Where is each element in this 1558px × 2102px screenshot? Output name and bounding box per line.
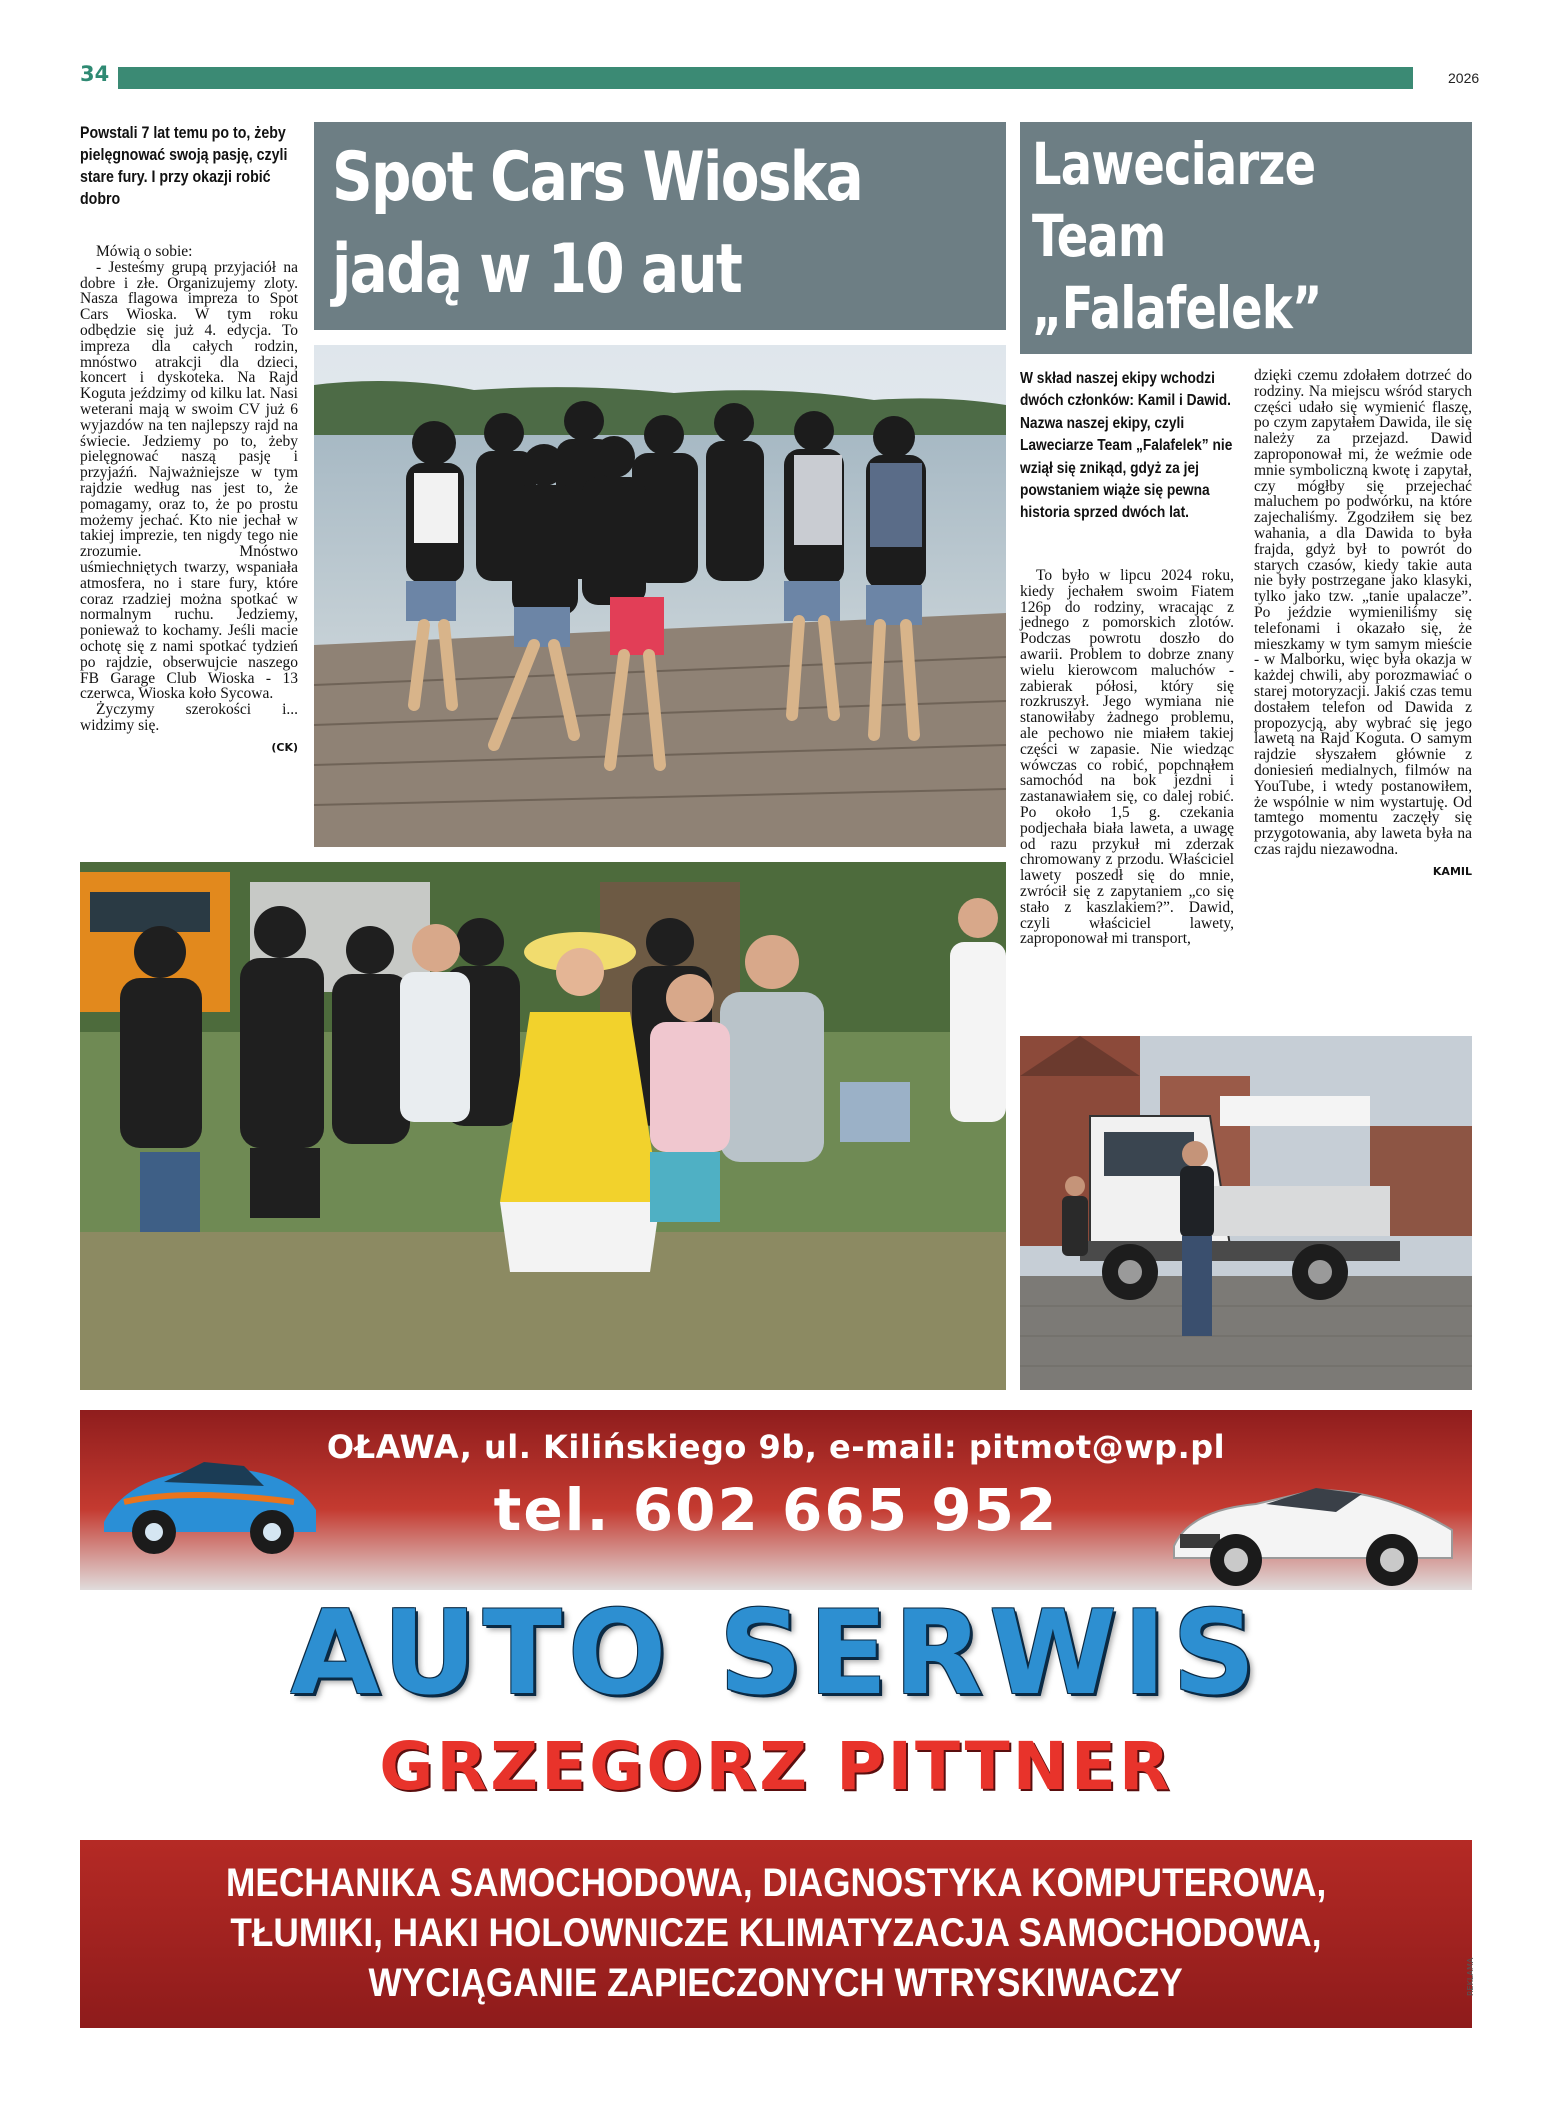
- ad-services-band: [80, 1840, 1472, 2028]
- issue-year: 2026: [1448, 70, 1480, 86]
- header-bar: [118, 67, 1413, 89]
- headline-line: Laweciarze: [1032, 130, 1316, 198]
- headline-line: Spot Cars Wioska: [332, 138, 863, 217]
- ad-phone: tel. 602 665 952: [493, 1476, 1059, 1544]
- paragraph: Mówią o sobie:: [96, 243, 193, 260]
- paragraph: Życzymy szerokości i... widzimy się.: [80, 701, 298, 734]
- photo-group-on-pier: [314, 345, 1006, 847]
- article-body-right-col2: [1254, 368, 1472, 880]
- auto-service-advertisement: [80, 1410, 1472, 2028]
- photo-group-festival: [80, 862, 1006, 1390]
- ad-title: AUTO SERWIS: [290, 1586, 1262, 1721]
- article-lead: Powstali 7 lat temu po to, żeby pielęgnować swoją pasję, czyli stare fury. I przy okazji robić dobro: [80, 124, 288, 208]
- paragraph: To było w lipcu 2024 roku, kiedy jechałem swoim Fiatem 126p do rodziny, wracając z jednego z pomorskich zlotów. Podczas powrotu doszło do awarii. Problem to dobrze znany wielu kierowcom maluchów - zabierak półosi, który się rozkruszył. Jego wymiana nie stanowiłaby żadnego problemu, ale pechowo nie miałem takiej części w zapasie. Nie wiedząc wówczas co robić, popchnąłem samochód na bok jezdni i zastanawiałem się, co dalej robić. Po około 1,5 g. czekania podjechała biała laweta, a uwagę od razu przykuł mi zderzak chromowany z przodu. Właściciel lawety poszedł się do mnie, zwrócił się z zapytaniem „co się stało z kaszlakiem?”. Dawid, czyli właściciel lawety, zaproponował mi transport,: [1020, 567, 1234, 948]
- ad-label: REKLAMA: [1466, 1957, 1475, 1996]
- headline-box: [314, 122, 1006, 330]
- ad-address: OŁAWA, ul. Kilińskiego 9b, e-mail: pitmot@wp.pl: [326, 1428, 1226, 1466]
- photo-tow-truck: [1020, 1036, 1472, 1390]
- ad-services-list: [80, 1858, 1472, 2008]
- headline-line: „Falafelek”: [1032, 274, 1322, 342]
- article-lead-right: [1020, 368, 1234, 525]
- author-signature: KAMIL: [1432, 864, 1472, 878]
- ad-service-line: MECHANIKA SAMOCHODOWA, DIAGNOSTYKA KOMPUTEROWA,: [225, 1861, 1327, 1905]
- paragraph: dzięki czemu zdołałem dotrzeć do rodziny. Na miejscu wśród starych części udało się wymienić flaszę, po czym zapytałem Dawida, ile się należy za przejazd. Dawid zaproponował mi, że weźmie ode mnie symboliczną kwotę i zapytał, czy mógłby się przejechać maluchem po podwórku, na które zajechaliśmy. Zgodziłem się bez wahania, a dla Dawida to była frajda, gdyż był to powrót do starych czasów, kiedy takie auta nie były postrzegane jako klasyki, tylko jako tzw. „tanie upalacze”. Po jeździe wymieniliśmy się telefonami i okazało się, że mieszkamy w tym samym mieście - w Malborku, więc była okazja w każdej chwili, aby porozmawiać o starej motoryzacji. Jakiś czas temu dostałem telefon od Dawida z propozycją, aby wybrać się jego lawetą na Rajd Koguta. O samym rajdzie słyszałem głównie z doniesień medialnych, filmów na YouTube, i wtedy postanowiłem, że wspólnie w nim wystartuję. Od tamtego momentu zaczęły się przygotowania, aby laweta była na czas rajdu niezawodna.: [1254, 367, 1472, 858]
- paragraph: - Jesteśmy grupą przyjaciół na dobre i złe. Organizujemy zloty. Nasza flagowa impreza to Spot Cars Wioska. W tym roku odbędzie się już 4. edycja. To impreza dla całych rodzin, mnóstwo atrakcji dla dzieci, koncert i dyskoteka. Na Rajd Koguta jeździmy od kilku lat. Nasi weterani mają w swoim CV już 6 wyjazdów na ten najlepszy rajd na świecie. Jedziemy po to, żeby pielęgnować naszą pasję i przyjaźń. Najważniejsze w tym rajdzie według nas jest to, że pomagamy, oraz to, że po prostu możemy jechać. Kto nie jechał w takiej imprezie, ten nigdy tego nie zrozumie. Mnóstwo uśmiechniętych twarzy, wspaniała atmosfera, no i stare fury, które coraz rzadziej można spotkać w normalnym ruchu. Jedziemy, ponieważ to kochamy. Jeśli macie ochotę się z nami spotkać tydzień po rajdzie, obserwujcie naszego FB Garage Club Wioska - 13 czerwca, Wioska koło Sycowa.: [80, 258, 298, 703]
- article-body-left: [80, 244, 298, 756]
- headline-box-right: [1020, 122, 1472, 354]
- ad-owner-name: GRZEGORZ PITTNER: [379, 1728, 1173, 1805]
- headline-line: jadą w 10 aut: [332, 230, 742, 309]
- headline-line: Team: [1032, 202, 1166, 270]
- ad-service-line: WYCIĄGANIE ZAPIECZONYCH WTRYSKIWACZY: [368, 1961, 1184, 2005]
- page-number: 34: [80, 62, 110, 86]
- author-signature: (CK): [271, 740, 298, 754]
- article-body-right-col1: [1020, 568, 1234, 947]
- lead-text: W skład naszej ekipy wchodzi dwóch członków: Kamil i Dawid. Nazwa naszej ekipy, czyli Laweciarze Team „Falafelek” nie wziął się znikąd, gdyż za jej powstaniem wiąże się pewna historia sprzed dwóch lat.: [1020, 370, 1233, 522]
- ad-service-line: TŁUMIKI, HAKI HOLOWNICZE KLIMATYZACJA SAMOCHODOWA,: [230, 1911, 1322, 1955]
